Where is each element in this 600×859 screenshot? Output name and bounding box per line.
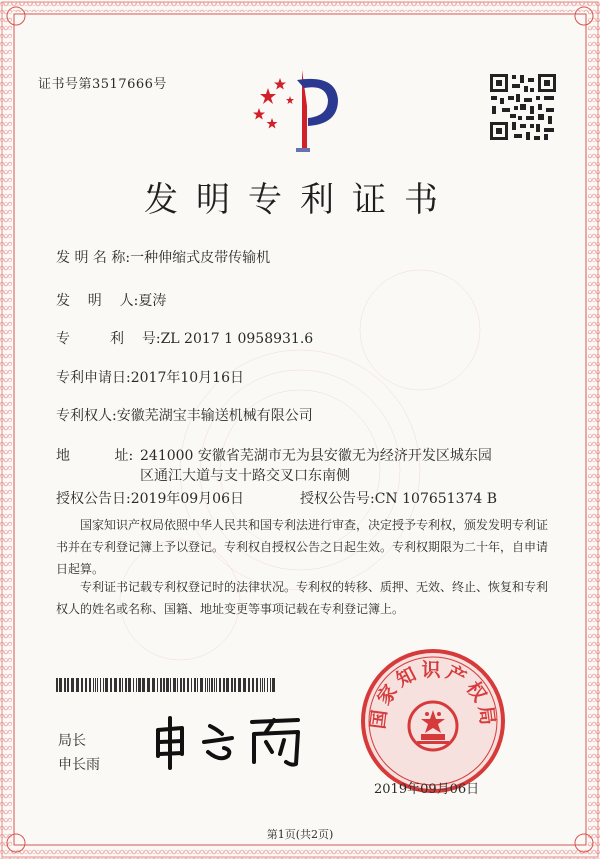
field-address-label <box>56 445 133 465</box>
invention-name-value: 一种伸缩式皮带传输机 <box>130 250 271 266</box>
grant-date-value: 2019年09月06日 <box>130 491 244 507</box>
field-grant-date <box>56 488 244 508</box>
field-patent-number <box>56 328 313 348</box>
patent-number-label: 专 利 号: <box>56 331 161 347</box>
inventor-label: 发 明 人: <box>56 293 139 309</box>
handwritten-signature <box>148 712 318 772</box>
field-grant-number <box>300 488 497 508</box>
address-label: 地 址: <box>56 448 134 464</box>
grant-number-value: CN 107651374 B <box>374 491 498 507</box>
barcode-icon <box>56 678 276 692</box>
field-invention-name <box>56 247 270 267</box>
body-paragraph-2: 专利证书记载专利权登记时的法律状况。专利权的转移、质押、无效、终止、恢复和专利权人的姓名或名称、国籍、地址变更等事项记载在专利登记簿上。 <box>56 580 549 616</box>
page-number: 第1页(共2页) <box>266 828 334 841</box>
official-seal <box>358 646 508 796</box>
certificate-number: 证书号第3517666号 <box>38 77 167 92</box>
director-title: 局长 <box>58 733 86 749</box>
filing-date-value: 2017年10月16日 <box>130 370 244 386</box>
patentee-value: 安徽芜湖宝丰输送机械有限公司 <box>116 408 313 424</box>
cnipa-logo-icon <box>250 66 346 156</box>
patentee-label: 专利权人: <box>56 408 117 424</box>
field-patentee <box>56 405 313 425</box>
director-name: 申长雨 <box>58 757 100 773</box>
grant-date-label: 授权公告日: <box>56 491 131 507</box>
address-line-1: 241000 安徽省芜湖市无为县安徽无为经济开发区城东园 <box>140 448 492 464</box>
field-inventor <box>56 290 166 310</box>
patent-number-value: ZL 2017 1 0958931.6 <box>160 331 314 347</box>
filing-date-label: 专利申请日: <box>56 370 131 386</box>
invention-name-label: 发 明 名 称: <box>56 250 131 266</box>
grant-number-label: 授权公告号: <box>300 491 375 507</box>
seal-date: 2019年09月06日 <box>374 782 480 797</box>
address-line-2: 区通江大道与支十路交叉口东南侧 <box>140 468 350 484</box>
seal-text: 国家知识产权局 <box>367 659 499 731</box>
field-filing-date <box>56 367 244 387</box>
inventor-value: 夏涛 <box>138 293 167 309</box>
qr-code-icon[interactable] <box>488 72 558 142</box>
body-paragraph-1: 国家知识产权局依照中华人民共和国专利法进行审查，决定授予专利权，颁发发明专利证书并在专利登记簿上予以登记。专利权自授权公告之日起生效。专利权期限为二十年，自申请日起算。 <box>56 518 549 576</box>
certificate-title: 发明专利证书 <box>144 180 456 220</box>
